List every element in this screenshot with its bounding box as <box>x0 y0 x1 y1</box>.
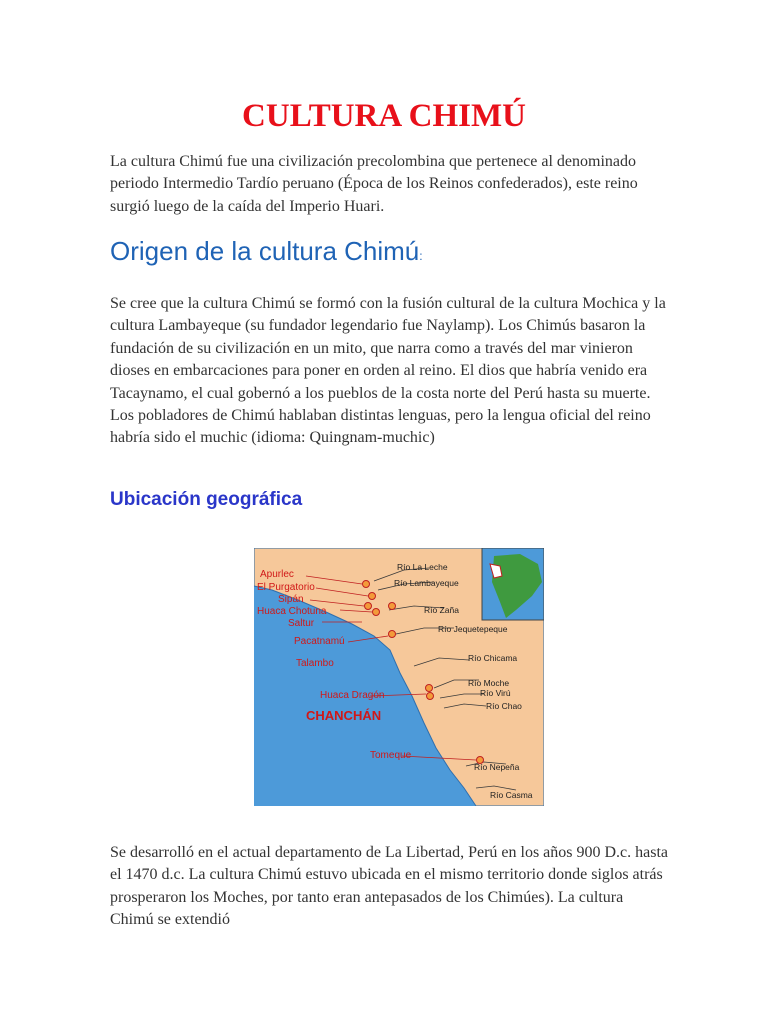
origin-paragraph: Se cree que la cultura Chimú se formó con la fusión cultural de la cultura Mochica y la cultura Lambayeque (su fundador legendario fue Naylamp). Los Chimús basaron la fundación de su civilización en un mito, que narra como a través del mar vinieron dioses en embarcaciones para poner en orden al reino. El dios que habría venido era Tacaynamo, el cual gobernó a los pueblos de la costa norte del Perú hasta su muerte. Los pobladores de Chimú hablaban distintas lenguas, pero la lengua oficial del reino habría sido el muchic (idioma: Quingnam-muchic) <box>110 295 666 447</box>
origin-heading <box>110 236 423 267</box>
map-label-saltur: Saltur <box>288 618 315 629</box>
map-river-moche: Río Moche <box>468 678 510 688</box>
map-label-sipan: Sipán <box>278 594 304 605</box>
map-river-zana: Río Zaña <box>424 605 459 615</box>
location-heading: Ubicación geográfica <box>110 489 303 510</box>
origin-heading-text: Origen de la cultura Chimú <box>110 236 420 266</box>
map-label-huaca-chotuna: Huaca Chotuna <box>257 606 327 617</box>
map-label-apurlec: Apurlec <box>260 569 294 580</box>
page-title: CULTURA CHIMÚ <box>242 98 526 134</box>
map-river-chao: Río Chao <box>486 701 522 711</box>
chimu-map <box>254 548 544 806</box>
location-paragraph: Se desarrolló en el actual departamento de La Libertad, Perú en los años 900 D.c. hasta el 1470 d.c. La cultura Chimú estuvo ubicada en el mismo territorio donde siglos atrás prosperaron los Moches, por tanto eran antepasados de los Chimúes). La cultura Chimú se extendió <box>110 844 669 929</box>
map-label-capital: CHANCHÁN <box>306 708 382 723</box>
map-label-huaca-dragon: Huaca Dragón <box>320 690 385 701</box>
origin-heading-colon: : <box>419 249 423 263</box>
map-river-viru: Río Virú <box>480 688 511 698</box>
map-river-lambayeque: Río Lambayeque <box>394 578 459 588</box>
map-river-casma: Río Casma <box>490 790 533 800</box>
map-label-pacatnamu: Pacatnamú <box>294 636 345 647</box>
map-river-nepena: Río Nepeña <box>474 762 520 772</box>
map-river-la-leche: Río La Leche <box>397 562 448 572</box>
intro-paragraph: La cultura Chimú fue una civilización precolombina que pertenece al denominado periodo Intermedio Tardío peruano (Época de los Reinos confederados), este reino surgió luego de la caída del Imperio Huari. <box>110 153 638 215</box>
map-river-jequetepeque: Río Jequetepeque <box>438 624 508 634</box>
map-label-tomeque: Tomeque <box>370 750 412 761</box>
map-river-chicama: Río Chicama <box>468 653 518 663</box>
map-label-el-purgatorio: El Purgatorio <box>257 582 315 593</box>
map-label-talambo: Talambo <box>296 658 334 669</box>
